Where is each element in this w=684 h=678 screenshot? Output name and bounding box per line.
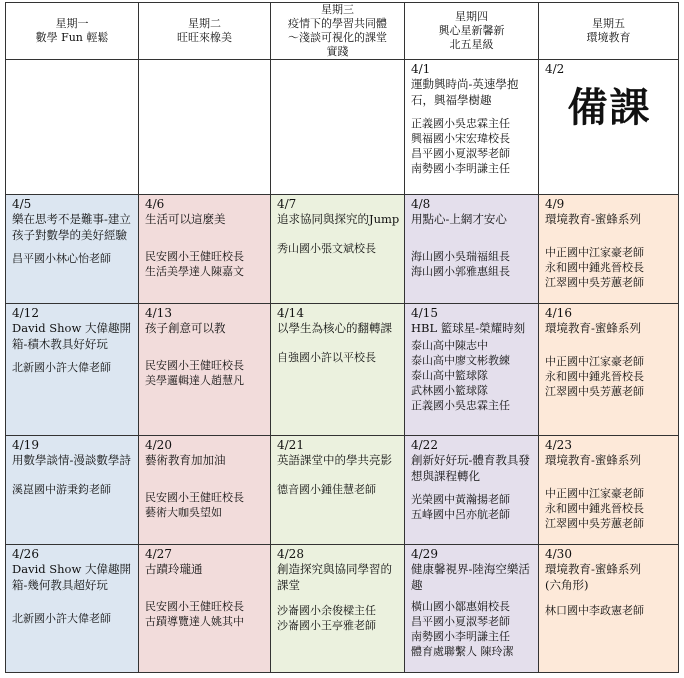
cell-date: 4/28 [277, 547, 304, 561]
person: 沙崙國小王亭雅老師 [277, 619, 376, 632]
cell-people [145, 249, 266, 279]
cell-title: David Show 大偉趣開箱-積木教具好好玩 [12, 321, 131, 351]
schedule-cell [539, 545, 679, 673]
person: 南勢國小李明謙主任 [411, 630, 510, 643]
cell-people [145, 358, 266, 388]
person: 古蹟導覽達人姚其中 [145, 615, 244, 628]
header-day: 星期四 [455, 10, 488, 23]
schedule-cell [539, 60, 679, 195]
cell-title: 健康馨視界-陸海空樂活趣 [411, 562, 530, 592]
person: 林口國中李政憲老師 [545, 604, 644, 617]
header-topic: 疫情下的學習共同體～淺談可視化的課堂實踐 [288, 17, 387, 58]
cell-title: 生活可以這麼美 [145, 212, 226, 226]
person: 南勢國小李明謙主任 [411, 162, 510, 175]
cell-date: 4/1 [411, 62, 431, 76]
lesson-prep-label: 備課 [567, 84, 652, 131]
cell-people [12, 360, 134, 375]
person: 江翠國中吳芳蕙老師 [545, 276, 644, 289]
person: 五峰國中呂亦航老師 [411, 508, 510, 521]
cell-title: 環境教育-蜜蜂系列 [545, 453, 641, 467]
week-row-4 [6, 436, 679, 545]
header-monday [6, 3, 139, 60]
schedule-cell [405, 304, 539, 436]
person: 北新國小許大偉老師 [12, 361, 111, 374]
cell-date: 4/15 [411, 306, 438, 320]
person: 武林國小籃球隊 [411, 384, 488, 397]
cell-date: 4/20 [145, 438, 172, 452]
cell-date: 4/22 [411, 438, 438, 452]
schedule-cell [271, 304, 405, 436]
header-day: 星期二 [188, 17, 221, 30]
person: 海山國小郭雅惠組長 [411, 265, 510, 278]
cell-people [545, 245, 674, 290]
person: 昌平國小夏淑琴老師 [411, 147, 510, 160]
person: 正義國小吳忠霖主任 [411, 117, 510, 130]
cell-title: 追求協同與探究的Jump [277, 212, 400, 226]
person: 泰山高中陳志中 [411, 339, 488, 352]
cell-title: 環境教育-蜜蜂系列(六角形) [545, 562, 641, 592]
schedule-cell [539, 436, 679, 545]
person: 沙崙國小余俊樑主任 [277, 604, 376, 617]
cell-date: 4/12 [12, 306, 39, 320]
cell-title: 以學生為核心的翻轉課 [277, 321, 392, 335]
person: 泰山高中廖文彬教練 [411, 354, 510, 367]
week-row-1 [6, 60, 679, 195]
cell-title: 樂在思考不是難事-建立孩子對數學的美好經驗 [12, 212, 131, 242]
header-day: 星期五 [592, 17, 625, 30]
cell-date: 4/19 [12, 438, 39, 452]
schedule-cell [139, 304, 271, 436]
cell-people [545, 603, 674, 618]
person: 自強國小許以平校長 [277, 351, 376, 364]
schedule-cell [6, 195, 139, 304]
cell-people [545, 486, 674, 531]
schedule-cell [405, 545, 539, 673]
week-row-2 [6, 195, 679, 304]
person: 江翠國中吳芳蕙老師 [545, 517, 644, 530]
person: 中正國中江家豪老師 [545, 355, 644, 368]
empty-cell [6, 60, 139, 195]
schedule-table [5, 2, 679, 673]
cell-people [411, 338, 534, 413]
person: 生活美學達人陳嘉文 [145, 265, 244, 278]
cell-title: David Show 大偉趣開箱-幾何教具超好玩 [12, 562, 131, 592]
cell-title: HBL 籃球星-榮耀時刻 [411, 321, 526, 335]
header-topic: 興心星新馨新北五星級 [438, 24, 505, 51]
schedule-cell [271, 195, 405, 304]
cell-people [12, 611, 134, 626]
schedule-cell [405, 195, 539, 304]
person: 橫山國小鄒惠娟校長 [411, 600, 510, 613]
cell-people [277, 603, 400, 633]
cell-date: 4/9 [545, 197, 565, 211]
person: 中正國中江家豪老師 [545, 246, 644, 259]
cell-title: 用數學談情-漫談數學詩 [12, 453, 131, 467]
cell-people [411, 492, 534, 522]
cell-title: 創新好好玩-體育教具發想與課程轉化 [411, 453, 530, 483]
cell-people [145, 490, 266, 520]
empty-cell [139, 60, 271, 195]
empty-cell [271, 60, 405, 195]
person: 正義國小吳忠霖主任 [411, 399, 510, 412]
person: 體育處聯繫人 陳玲潔 [411, 645, 514, 658]
cell-date: 4/16 [545, 306, 572, 320]
person: 江翠國中吳芳蕙老師 [545, 385, 644, 398]
cell-date: 4/21 [277, 438, 304, 452]
cell-date: 4/30 [545, 547, 572, 561]
cell-title: 古蹟玲瓏通 [145, 562, 203, 576]
person: 藝術大咖吳望如 [145, 506, 222, 519]
person: 德音國小鍾佳慧老師 [277, 483, 376, 496]
cell-people [545, 354, 674, 399]
week-row-3 [6, 304, 679, 436]
header-row [6, 3, 679, 60]
person: 中正國中江家豪老師 [545, 487, 644, 500]
person: 民安國小王健旺校長 [145, 359, 244, 372]
header-thursday [405, 3, 539, 60]
cell-date: 4/2 [545, 62, 565, 76]
cell-title: 英語課堂中的學共亮影 [277, 453, 392, 467]
person: 永和國中鍾兆晉校長 [545, 261, 644, 274]
cell-title: 用點心-上網才安心 [411, 212, 507, 226]
header-wednesday [271, 3, 405, 60]
cell-people [411, 249, 534, 279]
header-topic: 數學 Fun 輕鬆 [35, 31, 109, 44]
person: 昌平國小林心怡老師 [12, 252, 111, 265]
cell-people [277, 350, 400, 365]
schedule-cell [405, 60, 539, 195]
schedule-cell [539, 304, 679, 436]
person: 永和國中鍾兆晉校長 [545, 502, 644, 515]
cell-date: 4/7 [277, 197, 297, 211]
cell-people [277, 241, 400, 256]
cell-people [12, 482, 134, 497]
schedule-cell [6, 304, 139, 436]
cell-title: 孩子創意可以教 [145, 321, 226, 335]
person: 永和國中鍾兆晉校長 [545, 370, 644, 383]
header-day: 星期三 [321, 3, 354, 16]
person: 美學邏輯達人趙慧凡 [145, 374, 244, 387]
schedule-cell [405, 436, 539, 545]
cell-people [145, 599, 266, 629]
cell-people [12, 251, 134, 266]
cell-title: 運動興時尚-英速學抱石，興福學樹趣 [411, 77, 519, 107]
person: 溪崑國中游秉鈞老師 [12, 483, 111, 496]
header-day: 星期一 [55, 17, 89, 30]
schedule-cell [139, 436, 271, 545]
person: 光榮國中黃瀚揚老師 [411, 493, 510, 506]
person: 北新國小許大偉老師 [12, 612, 111, 625]
header-topic: 旺旺來橡美 [177, 31, 232, 44]
schedule-cell [6, 436, 139, 545]
person: 昌平國小夏淑琴老師 [411, 615, 510, 628]
cell-date: 4/29 [411, 547, 438, 561]
cell-date: 4/6 [145, 197, 165, 211]
schedule-cell [539, 195, 679, 304]
header-friday [539, 3, 679, 60]
person: 民安國小王健旺校長 [145, 491, 244, 504]
person: 興福國小宋宏瑋校長 [411, 132, 510, 145]
schedule-cell [139, 545, 271, 673]
cell-date: 4/23 [545, 438, 572, 452]
person: 秀山國小張文斌校長 [277, 242, 376, 255]
cell-date: 4/14 [277, 306, 304, 320]
schedule-cell [271, 545, 405, 673]
header-topic: 環境教育 [586, 31, 631, 44]
cell-title: 環境教育-蜜蜂系列 [545, 321, 641, 335]
cell-date: 4/27 [145, 547, 172, 561]
cell-people [411, 116, 534, 176]
cell-date: 4/5 [12, 197, 32, 211]
cell-title: 環境教育-蜜蜂系列 [545, 212, 641, 226]
header-tuesday [139, 3, 271, 60]
week-row-5 [6, 545, 679, 673]
cell-date: 4/26 [12, 547, 39, 561]
person: 泰山高中籃球隊 [411, 369, 488, 382]
cell-title: 藝術教育加加油 [145, 453, 226, 467]
schedule-cell [139, 195, 271, 304]
person: 海山國小吳瑞福組長 [411, 250, 510, 263]
cell-title: 創造探究與協同學習的課堂 [277, 562, 392, 592]
schedule-cell [6, 545, 139, 673]
cell-people [277, 482, 400, 497]
cell-date: 4/13 [145, 306, 172, 320]
person: 民安國小王健旺校長 [145, 600, 244, 613]
cell-people [411, 599, 534, 659]
schedule-cell [271, 436, 405, 545]
person: 民安國小王健旺校長 [145, 250, 244, 263]
cell-date: 4/8 [411, 197, 431, 211]
